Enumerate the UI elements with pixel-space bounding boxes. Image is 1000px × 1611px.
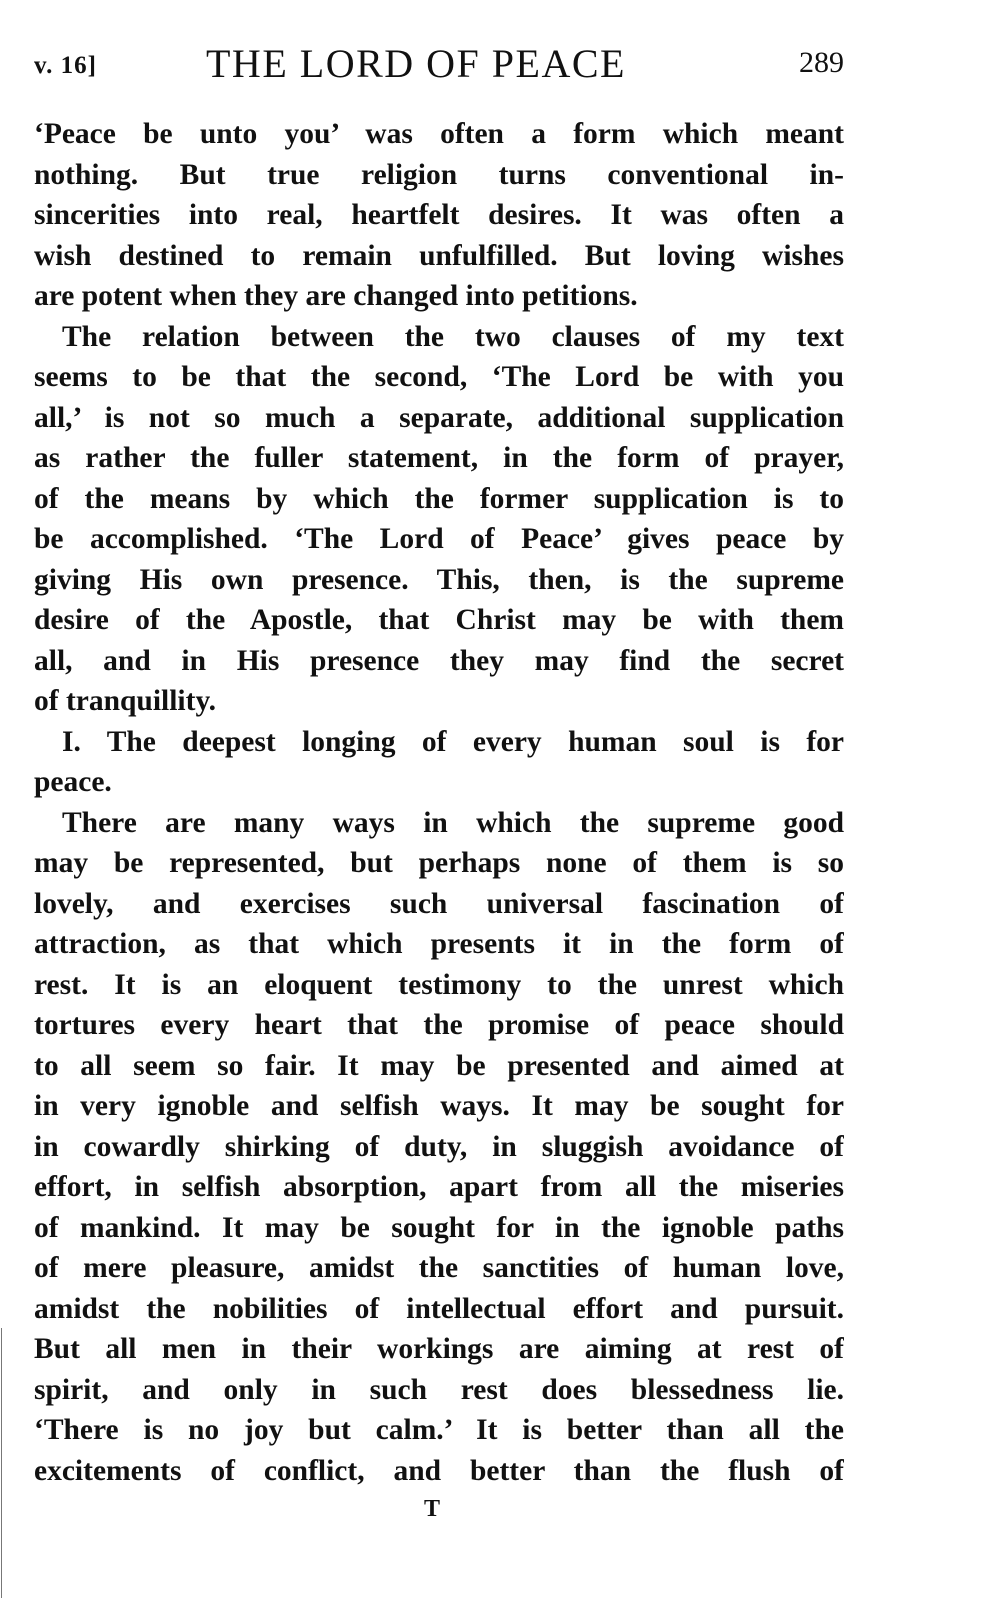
page-number: 289 bbox=[799, 46, 844, 79]
text-line: sincerities into real, heartfelt desires. It was often a bbox=[34, 199, 844, 231]
text-line: in very ignoble and selfish ways. It may be sought for bbox=[34, 1090, 844, 1122]
text-line: ‘There is no joy but calm.’ It is better than all the bbox=[34, 1414, 844, 1446]
text-line: desire of the Apostle, that Christ may be with them bbox=[34, 604, 844, 636]
text-line: lovely, and exercises such universal fascination of bbox=[34, 887, 844, 920]
text-line: wish destined to remain unfulfilled. But loving wishes bbox=[34, 239, 844, 272]
text-line: of the means by which the former supplication is to bbox=[34, 482, 844, 515]
text-line: But all men in their workings are aiming at rest of bbox=[34, 1333, 844, 1365]
text-line: effort, in selfish absorption, apart from all the miseries bbox=[34, 1171, 844, 1203]
text-line: spirit, and only in such rest does blessedness lie. bbox=[34, 1373, 844, 1406]
signature-mark: T bbox=[424, 1496, 441, 1522]
text-line: There are many ways in which the supreme good bbox=[62, 806, 844, 839]
chapter-reference: v. 16] bbox=[34, 52, 97, 79]
section-heading-line: I. The deepest longing of every human soul is for bbox=[62, 725, 844, 758]
section-heading-line: peace. bbox=[34, 766, 112, 798]
text-line: of mankind. It may be sought for in the ignoble paths bbox=[34, 1211, 844, 1244]
text-line: tortures every heart that the promise of peace should bbox=[34, 1009, 844, 1041]
text-line: amidst the nobilities of intellectual effort and pursuit. bbox=[34, 1292, 844, 1325]
text-line: be accomplished. ‘The Lord of Peace’ gives peace by bbox=[34, 523, 844, 555]
text-line: attraction, as that which presents it in the form of bbox=[34, 928, 844, 960]
text-line: are potent when they are changed into petitions. bbox=[34, 280, 638, 312]
text-line: The relation between the two clauses of my text bbox=[62, 320, 844, 353]
text-line: of tranquillity. bbox=[34, 685, 216, 717]
text-line: to all seem so fair. It may be presented and aimed at bbox=[34, 1049, 844, 1082]
text-line: all,’ is not so much a separate, additional supplication bbox=[34, 401, 844, 434]
text-line: in cowardly shirking of duty, in sluggish avoidance of bbox=[34, 1130, 844, 1163]
body-text bbox=[34, 114, 844, 1491]
text-line: nothing. But true religion turns conventional in- bbox=[34, 158, 844, 191]
running-title: THE LORD OF PEACE bbox=[206, 41, 626, 86]
text-line: ‘Peace be unto you’ was often a form which meant bbox=[34, 118, 844, 150]
scan-edge-line bbox=[1, 1328, 2, 1598]
text-line: giving His own presence. This, then, is the supreme bbox=[34, 563, 844, 596]
text-line: all, and in His presence they may find the secret bbox=[34, 644, 844, 677]
text-line: seems to be that the second, ‘The Lord be with you bbox=[34, 361, 844, 393]
text-line: excitements of conflict, and better than the flush of bbox=[34, 1454, 844, 1487]
text-line: of mere pleasure, amidst the sanctities of human love, bbox=[34, 1252, 844, 1284]
text-line: rest. It is an eloquent testimony to the unrest which bbox=[34, 968, 844, 1001]
text-line: may be represented, but perhaps none of them is so bbox=[34, 847, 844, 879]
running-header bbox=[34, 40, 844, 90]
text-line: as rather the fuller statement, in the form of prayer, bbox=[34, 442, 844, 474]
